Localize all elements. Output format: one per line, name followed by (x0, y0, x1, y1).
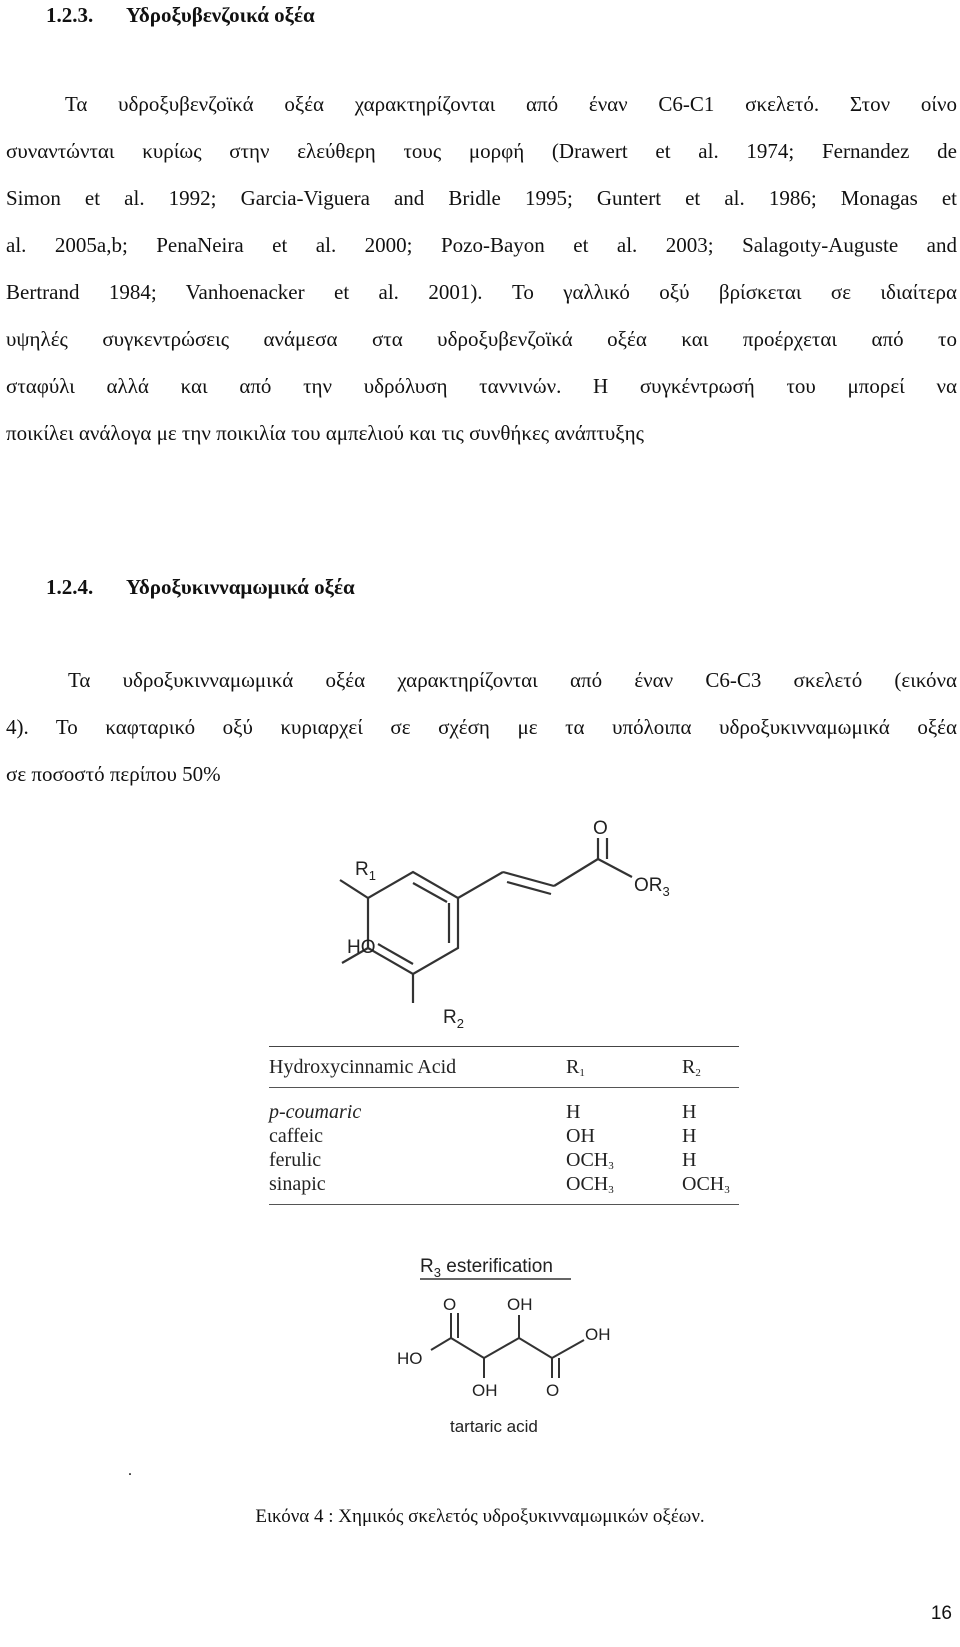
section-title: Υδροξυκινναμωμικά οξέα (126, 575, 355, 599)
table-header-row (269, 1047, 739, 1087)
table-cell: H (682, 1101, 697, 1123)
table-cell: OH (566, 1125, 595, 1147)
table-cell: $OCH_3$ (566, 1173, 614, 1196)
carbonyl-o-label: O (593, 818, 608, 839)
table-cell: H (566, 1101, 581, 1123)
cinnamic-skeleton (340, 838, 632, 1003)
tartaric-acid-name: tartaric acid (450, 1417, 538, 1436)
paragraph-line: 4). Το καφταρικό οξύ κυριαρχεί σε σχέση με τα υπόλοιπα υδροξυκινναμωμικά οξέα (6, 715, 957, 739)
tartaric-o-bottom-label: O (546, 1381, 560, 1400)
r2-label: $R_2$ (443, 1007, 464, 1031)
r1-label: $R_1$ (355, 859, 376, 883)
tartaric-oh-right-label: OH (585, 1325, 611, 1344)
paragraph-line: σε ποσοστό περίπου 50% (6, 762, 221, 786)
section-number: 1.2.3. (46, 3, 94, 27)
ho-label: HO (347, 937, 376, 958)
paragraph-line: Bertrand 1984; Vanhoenacker et al. 2001). Το γαλλικό οξύ βρίσκεται σε ιδιαίτερα (6, 280, 957, 304)
table-cell: ferulic (269, 1149, 322, 1171)
page-number: 16 (930, 1603, 952, 1624)
paragraph-line: Τα υδροξυβενζοϊκά οξέα χαρακτηρίζονται από έναν C6-C1 σκελετό. Στον οίνο (65, 92, 957, 116)
table-row (269, 1100, 739, 1124)
paragraph-line: ποικίλει ανάλογα με την ποικιλία του αμπελιού και τις συνθήκες ανάπτυξης (6, 421, 644, 445)
paragraph-line: υψηλές συγκεντρώσεις ανάμεσα στα υδροξυβενζοϊκά οξέα και προέρχεται από το (6, 327, 957, 351)
section-title: Υδροξυβενζοικά οξέα (126, 3, 315, 27)
table-cell: $OCH_3$ (566, 1149, 614, 1172)
table-header-rule (269, 1087, 739, 1088)
paragraph-line: σταφύλι αλλά και από την υδρόλυση ταννινών. Η συγκέντρωσή του μπορεί να (6, 374, 957, 398)
substituent-table (269, 1046, 739, 1205)
table-cell: p-coumaric (269, 1101, 362, 1123)
paragraph-line: Τα υδροξυκινναμωμικά οξέα χαρακτηρίζονται από έναν C6-C3 σκελετό (εικόνα (68, 668, 957, 692)
tartaric-acid-skeleton (431, 1313, 584, 1378)
tartaric-o-top-label: O (443, 1295, 457, 1314)
figure-caption: Εικόνα 4 : Χημικός σκελετός υδροξυκινναμωμικών οξέων. (255, 1506, 705, 1527)
paragraph-line: al. 2005a,b; PenaNeira et al. 2000; Pozo-Bayon et al. 2003; Salagoιty-Auguste and (6, 233, 957, 257)
paragraph-line: συναντώνται κυρίως στην ελεύθερη τους μορφή (Drawert et al. 1974; Fernandez de (6, 139, 957, 163)
tartaric-oh-bottom-label: OH (472, 1381, 498, 1400)
table-bottom-rule (269, 1204, 739, 1205)
table-cell: H (682, 1125, 697, 1147)
stray-dot: . (128, 1462, 132, 1479)
section-number: 1.2.4. (46, 575, 94, 599)
tartaric-oh-top-label: OH (507, 1295, 533, 1314)
tartaric-ho-left-label: HO (397, 1349, 423, 1368)
paragraph-line: Simon et al. 1992; Garcia-Viguera and Bridle 1995; Guntert et al. 1986; Monagas et (6, 186, 957, 210)
table-row (269, 1148, 739, 1172)
table-header-cell: $R_1$ (566, 1056, 585, 1079)
esterification-title: $R_3$ esterification (420, 1256, 553, 1280)
table-row (269, 1172, 739, 1196)
table-cell: $OCH_3$ (682, 1173, 730, 1196)
table-header-cell: $R_2$ (682, 1056, 701, 1079)
table-cell: H (682, 1149, 697, 1171)
r3-label: $OR_3$ (634, 875, 670, 899)
table-cell: caffeic (269, 1125, 324, 1147)
table-cell: sinapic (269, 1173, 326, 1195)
table-row (269, 1124, 739, 1148)
table-header-cell: Hydroxycinnamic Acid (269, 1056, 457, 1078)
